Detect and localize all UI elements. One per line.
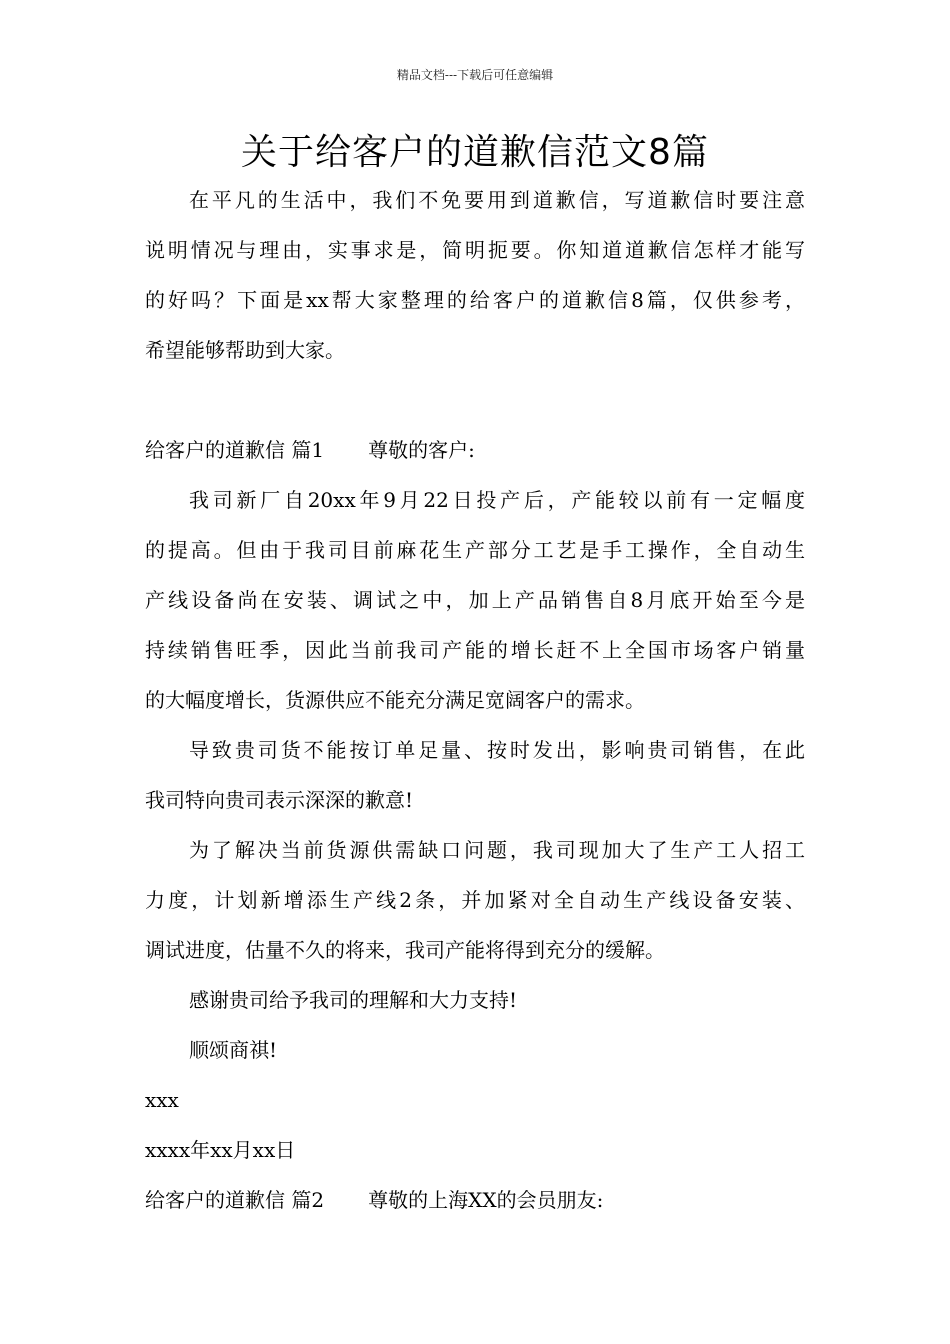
body-line: 调试进度，估量不久的将来，我司产能将得到充分的缓解。 <box>145 938 665 962</box>
intro-line: 在平凡的生活中，我们不免要用到道歉信，写道歉信时要注意 <box>189 188 805 212</box>
intro-line: 希望能够帮助到大家。 <box>145 338 345 362</box>
closing-line: 顺颂商祺! <box>189 1038 278 1062</box>
body-line: 我司新厂自20xx年9月22日投产后，产能较以前有一定幅度 <box>189 488 805 512</box>
header-note: 精品文档---下载后可任意编辑 <box>396 68 554 82</box>
section-title: 给客户的道歉信 篇2 <box>145 1188 325 1212</box>
body-line: 持续销售旺季，因此当前我司产能的增长赶不上全国市场客户销量 <box>145 638 805 662</box>
body-line: 产线设备尚在安装、调试之中，加上产品销售自8月底开始至今是 <box>145 588 805 612</box>
body-line: 我司特向贵司表示深深的歉意! <box>145 788 414 812</box>
date: xxxx年xx月xx日 <box>145 1138 296 1162</box>
page-title: 关于给客户的道歉信范文8篇 <box>241 132 709 173</box>
body-line: 导致贵司货不能按订单足量、按时发出，影响贵司销售，在此 <box>189 738 805 762</box>
thanks-line: 感谢贵司给予我司的理解和大力支持! <box>189 988 518 1012</box>
section-heading <box>145 436 475 464</box>
intro-line: 说明情况与理由，实事求是，简明扼要。你知道道歉信怎样才能写 <box>145 238 805 262</box>
body-line: 的提高。但由于我司目前麻花生产部分工艺是手工操作，全自动生 <box>145 538 805 562</box>
section-heading <box>145 1186 603 1214</box>
body-line: 为了解决当前货源供需缺口问题，我司现加大了生产工人招工 <box>189 838 805 862</box>
signature: xxx <box>145 1088 179 1112</box>
salutation: 尊敬的上海XX的会员朋友: <box>368 1188 604 1212</box>
body-line: 的大幅度增长，货源供应不能充分满足宽阔客户的需求。 <box>145 688 645 712</box>
section-title: 给客户的道歉信 篇1 <box>145 438 325 462</box>
body-line: 力度，计划新增添生产线2条，并加紧对全自动生产线设备安装、 <box>145 888 805 912</box>
salutation: 尊敬的客户: <box>368 438 475 462</box>
intro-line: 的好吗？下面是xx帮大家整理的给客户的道歉信8篇，仅供参考， <box>145 288 805 312</box>
